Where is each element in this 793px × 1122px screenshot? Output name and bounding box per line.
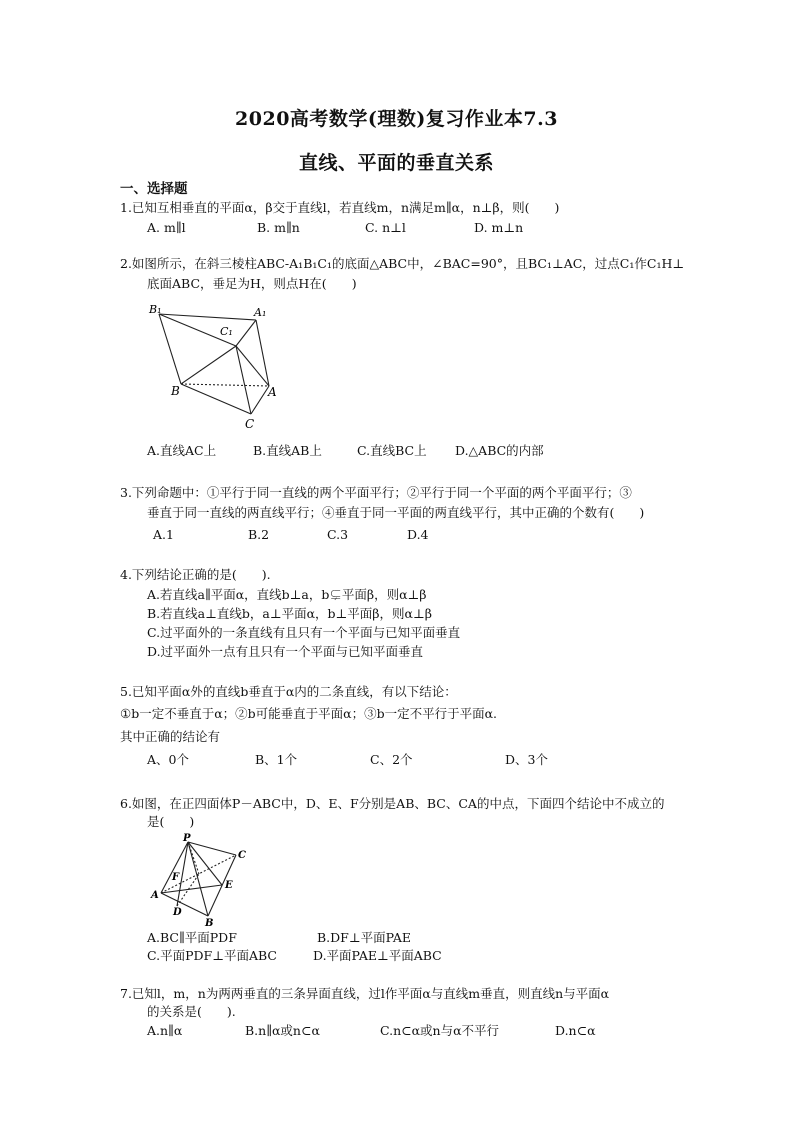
q6-option-d: D.平面PAE⊥平面ABC	[313, 948, 442, 963]
q5-option-b: B、1个	[255, 752, 298, 767]
q6-option-c: C.平面PDF⊥平面ABC	[147, 948, 277, 963]
q2-stem-line2: 底面ABC，垂足为H，则点H在( )	[147, 276, 357, 291]
q3-option-d: D.4	[407, 527, 429, 542]
q2-prism-figure	[147, 302, 282, 432]
q2-label-a1: A₁	[254, 306, 267, 319]
q1-option-a: A. m∥l	[147, 220, 186, 235]
q6-stem-line2: 是( )	[147, 814, 195, 829]
q3-stem-line1: 3.下列命题中：①平行于同一直线的两个平面平行；②平行于同一个平面的两个平面平行；③	[120, 485, 632, 500]
q6-label-b: B	[205, 918, 214, 929]
q5-stem: 5.已知平面α外的直线b垂直于α内的二条直线，有以下结论：	[120, 684, 457, 699]
q2-option-a: A.直线AC上	[147, 443, 217, 458]
q1-option-c: C. n⊥l	[365, 220, 406, 235]
q7-stem-line2: 的关系是( ).	[147, 1004, 236, 1019]
q6-label-p: P	[183, 833, 191, 844]
q5-prompt: 其中正确的结论有	[120, 729, 221, 744]
q4-option-a: A.若直线a∥平面α，直线b⊥a，b⊊平面β，则α⊥β	[147, 587, 427, 602]
q2-option-c: C.直线BC上	[357, 443, 427, 458]
q2-label-b: B	[171, 384, 180, 398]
q4-option-b: B.若直线a⊥直线b，a⊥平面α，b⊥平面β，则α⊥β	[147, 606, 432, 621]
q7-stem-line1: 7.已知l，m，n为两两垂直的三条异面直线，过l作平面α与直线m垂直，则直线n与平面α	[120, 986, 610, 1001]
q6-label-a: A	[151, 890, 159, 901]
q3-option-a: A.1	[153, 527, 174, 542]
q2-label-b1: B₁	[149, 303, 162, 316]
q2-option-b: B.直线AB上	[253, 443, 322, 458]
q2-stem-line1: 2.如图所示，在斜三棱柱ABC-A₁B₁C₁的底面△ABC中，∠BAC=90°，且BC₁⊥AC，过点C₁作C₁H⊥	[120, 256, 685, 271]
q2-label-a: A	[268, 385, 277, 399]
q5-option-c: C、2个	[370, 752, 413, 767]
q6-tetrahedron-figure	[147, 833, 257, 928]
q2-option-d: D.△ABC的内部	[455, 443, 544, 458]
q7-option-d: D.n⊂α	[555, 1023, 596, 1038]
q5-conclusions: ①b一定不垂直于α；②b可能垂直于平面α；③b一定不平行于平面α.	[120, 706, 498, 721]
q7-option-c: C.n⊂α或n与α不平行	[380, 1023, 500, 1038]
q4-option-d: D.过平面外一点有且只有一个平面与已知平面垂直	[147, 644, 424, 659]
q6-option-b: B.DF⊥平面PAE	[317, 930, 412, 945]
q6-label-e: E	[225, 880, 233, 891]
section-heading: 一、选择题	[120, 181, 188, 197]
q3-option-b: B.2	[248, 527, 270, 542]
q5-option-a: A、0个	[147, 752, 189, 767]
q6-label-d: D	[173, 907, 182, 918]
q6-stem-line1: 6.如图，在正四面体P－ABC中，D、E、F分别是AB、BC、CA的中点，下面四个结论中不成立的	[120, 796, 665, 811]
q4-option-c: C.过平面外的一条直线有且只有一个平面与已知平面垂直	[147, 625, 461, 640]
q1-option-d: D. m⊥n	[474, 220, 524, 235]
q7-option-b: B.n∥α或n⊂α	[245, 1023, 320, 1038]
q1-option-b: B. m∥n	[257, 220, 300, 235]
q3-stem-line2: 垂直于同一直线的两直线平行；④垂直于同一平面的两直线平行，其中正确的个数有( )	[147, 505, 645, 520]
q2-label-c: C	[245, 417, 255, 431]
q4-stem: 4.下列结论正确的是( ).	[120, 567, 271, 582]
page-subtitle: 直线、平面的垂直关系	[298, 152, 494, 174]
q6-label-c: C	[238, 850, 246, 861]
q3-option-c: C.3	[327, 527, 349, 542]
q7-option-a: A.n∥α	[147, 1023, 183, 1038]
q2-label-c1: C₁	[220, 325, 233, 338]
q5-option-d: D、3个	[505, 752, 548, 767]
q6-option-a: A.BC∥平面PDF	[147, 930, 237, 945]
q1-stem: 1.已知互相垂直的平面α，β交于直线l，若直线m，n满足m∥α，n⊥β，则( )	[120, 200, 560, 215]
q6-label-f: F	[172, 872, 180, 883]
page-title: 2020高考数学(理数)复习作业本7.3	[235, 108, 558, 130]
